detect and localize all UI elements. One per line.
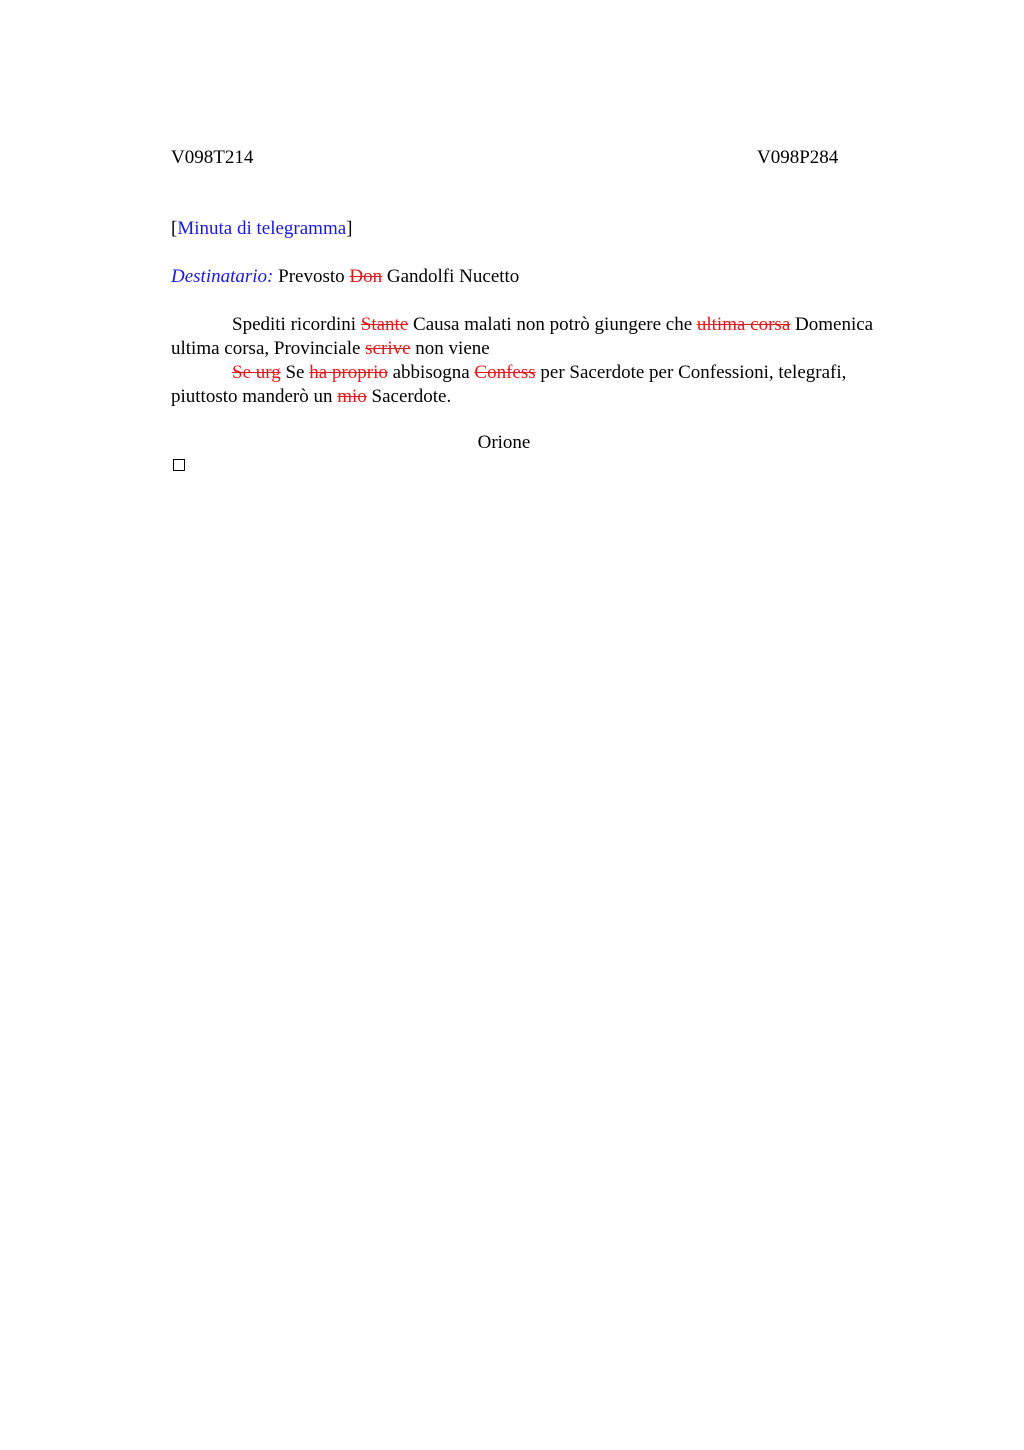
text-run: Domenica ultima corsa, Provinciale [171,314,874,359]
recipient-label: Destinatario: [171,266,274,287]
deleted-word: ultima corsa [696,314,791,335]
deleted-word: Confess [474,362,536,383]
document-type-label: Minuta di telegramma [177,218,347,239]
paragraph-2 [171,361,903,409]
recipient-title: Prevosto [278,266,345,287]
deleted-word: scrive [365,338,411,359]
text-run: Spediti ricordini [232,314,357,335]
text-run: Sacerdote. [371,386,452,407]
recipient-line [171,266,519,288]
signature: Orione [477,432,531,453]
close-bracket: ] [346,218,353,239]
telegram-body [171,313,903,409]
deleted-word: Don [349,266,383,287]
document-code-right: V098P284 [757,147,839,168]
paragraph-1 [171,313,903,361]
recipient-name: Gandolfi Nucetto [386,266,520,287]
deleted-word: Se urg [232,362,281,383]
deleted-word: Stante [360,314,409,335]
text-run: abbisogna [392,362,470,383]
deleted-word: mio [337,386,367,407]
deleted-word: ha proprio [309,362,388,383]
text-run: Se [285,362,305,383]
text-run: per Sacerdote per Confessioni, telegrafi, piuttosto manderò un [171,362,847,407]
document-type-heading [171,218,353,240]
open-bracket: [ [171,218,178,239]
end-of-document-box-icon [173,459,185,471]
document-code-left: V098T214 [171,147,254,168]
text-run: non viene [415,338,490,359]
text-run: Causa malati non potrò giungere che [413,314,693,335]
